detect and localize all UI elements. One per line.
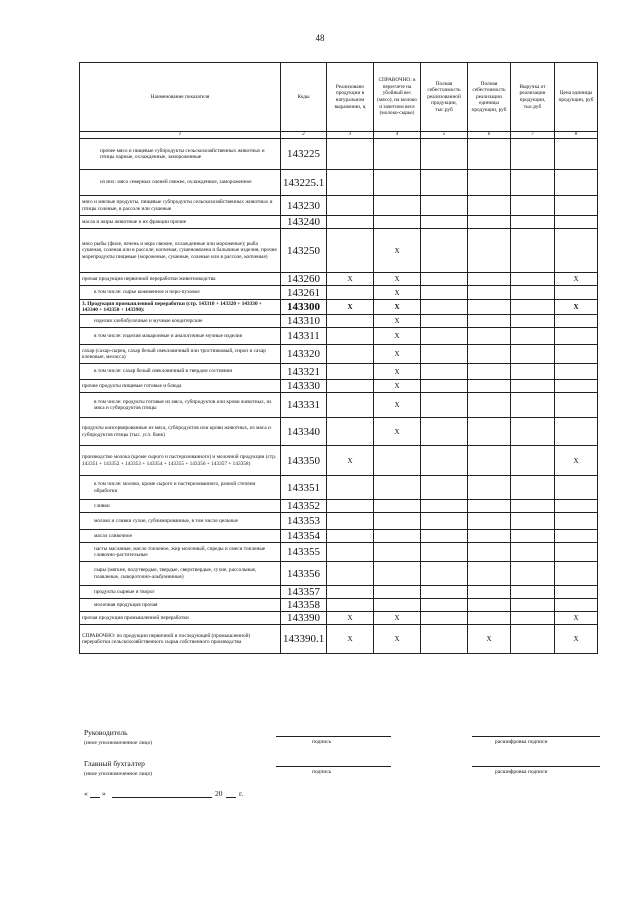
- row-cell-c6[interactable]: [468, 286, 511, 300]
- row-cell-c7[interactable]: [511, 562, 555, 586]
- row-cell-c3[interactable]: [327, 586, 374, 599]
- row-cell-c5[interactable]: [421, 216, 468, 229]
- row-cell-c7[interactable]: [511, 229, 555, 273]
- row-cell-c3[interactable]: Х: [327, 300, 374, 315]
- header-name: Наименование показателя: [80, 63, 281, 132]
- row-cell-c8[interactable]: Х: [555, 612, 598, 625]
- row-cell-c7[interactable]: [511, 315, 555, 328]
- row-cell-c3[interactable]: [327, 345, 374, 364]
- row-cell-c4[interactable]: [374, 543, 421, 562]
- row-cell-c6[interactable]: [468, 586, 511, 599]
- row-cell-c5[interactable]: [421, 328, 468, 345]
- row-code: 143330: [281, 380, 327, 393]
- table-row: [80, 196, 598, 216]
- date-year-prefix: 20: [215, 789, 223, 798]
- row-cell-c4[interactable]: Х: [374, 300, 421, 315]
- row-code: 143353: [281, 513, 327, 530]
- table-row: [80, 530, 598, 543]
- row-cell-c6[interactable]: [468, 273, 511, 286]
- row-cell-c6[interactable]: [468, 315, 511, 328]
- table-row: [80, 170, 598, 196]
- row-cell-c4[interactable]: [374, 170, 421, 196]
- row-cell-c7[interactable]: [511, 513, 555, 530]
- row-cell-c7[interactable]: [511, 170, 555, 196]
- row-cell-c7[interactable]: [511, 196, 555, 216]
- row-cell-c7[interactable]: [511, 599, 555, 612]
- row-cell-c5[interactable]: [421, 139, 468, 170]
- row-cell-c4[interactable]: [374, 513, 421, 530]
- row-name: из них: мясо северных оленей свежее, охлажденное, замороженное: [80, 170, 281, 196]
- row-name: мясо рыбы (филе, печень и икра свежие, охлажденные или мороженые); рыба сушеная, соленая или в рассоле; копченая, сушеновялена и балычные изделия, прочие морепродукты пищевые (мороженые, сушеные, соленые или в рассоле, копченые): [80, 229, 281, 273]
- row-code: 143240: [281, 216, 327, 229]
- row-cell-c4[interactable]: [374, 500, 421, 513]
- table-row: [80, 393, 598, 418]
- row-cell-c4[interactable]: Х: [374, 393, 421, 418]
- row-cell-c3[interactable]: [327, 216, 374, 229]
- row-cell-c5[interactable]: [421, 300, 468, 315]
- row-cell-c7[interactable]: [511, 446, 555, 476]
- table-row: [80, 500, 598, 513]
- row-cell-c7[interactable]: [511, 300, 555, 315]
- row-cell-c4[interactable]: [374, 196, 421, 216]
- row-cell-c7[interactable]: [511, 500, 555, 513]
- row-code: 143351: [281, 476, 327, 500]
- table-row: [80, 300, 598, 315]
- row-cell-c7[interactable]: [511, 273, 555, 286]
- row-cell-c4[interactable]: [374, 139, 421, 170]
- row-cell-c3[interactable]: [327, 229, 374, 273]
- row-name: в том числе: продукты готовые из мяса, субпродуктов или крови животных, из мяса и субпродуктов птицы: [80, 393, 281, 418]
- row-cell-c4[interactable]: Х: [374, 328, 421, 345]
- row-cell-c5[interactable]: [421, 393, 468, 418]
- row-cell-c5[interactable]: [421, 599, 468, 612]
- row-cell-c8[interactable]: Х: [555, 273, 598, 286]
- col-number: 2: [281, 132, 327, 139]
- row-cell-c8[interactable]: Х: [555, 300, 598, 315]
- table-row: [80, 599, 598, 612]
- row-cell-c8[interactable]: [555, 393, 598, 418]
- table-row: [80, 612, 598, 625]
- table-row: [80, 543, 598, 562]
- row-name: прочее мясо и пищевые субпродукты сельскохозяйственных животных и птицы парные, охлажденные, замороженные: [80, 139, 281, 170]
- row-cell-c3[interactable]: [327, 286, 374, 300]
- row-cell-c7[interactable]: [511, 345, 555, 364]
- row-cell-c6[interactable]: [468, 513, 511, 530]
- row-cell-c7[interactable]: [511, 530, 555, 543]
- row-code: 143356: [281, 562, 327, 586]
- table-row: [80, 586, 598, 599]
- row-cell-c4[interactable]: Х: [374, 380, 421, 393]
- row-code: 143310: [281, 315, 327, 328]
- row-cell-c5[interactable]: [421, 543, 468, 562]
- row-cell-c8[interactable]: [555, 364, 598, 380]
- row-code: 143358: [281, 599, 327, 612]
- row-cell-c6[interactable]: [468, 418, 511, 446]
- col-number: 6: [468, 132, 511, 139]
- row-name: 3. Продукция промышленной переработки (стр. 143310 + 143320 + 143330 + 143340 + 143350 + 143390):: [80, 300, 281, 315]
- row-cell-c5[interactable]: [421, 625, 468, 654]
- row-cell-c6[interactable]: [468, 446, 511, 476]
- row-cell-c7[interactable]: [511, 612, 555, 625]
- row-cell-c5[interactable]: [421, 500, 468, 513]
- col-number: 4: [374, 132, 421, 139]
- row-cell-c5[interactable]: [421, 315, 468, 328]
- row-cell-c8[interactable]: [555, 315, 598, 328]
- table-row: [80, 418, 598, 446]
- row-cell-c6[interactable]: [468, 196, 511, 216]
- row-name: прочая продукция промышленной переработки: [80, 612, 281, 625]
- row-cell-c5[interactable]: [421, 196, 468, 216]
- row-cell-c3[interactable]: [327, 170, 374, 196]
- row-cell-c3[interactable]: Х: [327, 612, 374, 625]
- row-name: прочие продукты пищевые готовые и блюда: [80, 380, 281, 393]
- table-row: [80, 562, 598, 586]
- row-name: молочная продукция прочая: [80, 599, 281, 612]
- row-name: молоко и сливки сухие, сублимированные, в том числе цельные: [80, 513, 281, 530]
- row-name: сыры (мягкие, полутвердые, твердые, сверхтвердые, сухие, рассольные, плавленые, сывороточно-альбуминные): [80, 562, 281, 586]
- row-cell-c6[interactable]: [468, 300, 511, 315]
- row-name: масла и жиры животные и их фракции прочие: [80, 216, 281, 229]
- row-code: 143331: [281, 393, 327, 418]
- head-subtitle: (иное уполномоченное лицо): [84, 740, 153, 746]
- row-cell-c5[interactable]: [421, 562, 468, 586]
- row-cell-c7[interactable]: [511, 139, 555, 170]
- accountant-subtitle: (иное уполномоченное лицо): [84, 771, 153, 777]
- row-code: 143390: [281, 612, 327, 625]
- row-name: сливки: [80, 500, 281, 513]
- row-code: 143340: [281, 418, 327, 446]
- row-cell-c3[interactable]: [327, 418, 374, 446]
- row-cell-c8[interactable]: [555, 599, 598, 612]
- row-cell-c4[interactable]: [374, 599, 421, 612]
- row-cell-c4[interactable]: Х: [374, 273, 421, 286]
- head-signature-label: подпись: [312, 739, 332, 745]
- row-cell-c3[interactable]: [327, 476, 374, 500]
- row-cell-c4[interactable]: Х: [374, 625, 421, 654]
- row-name: производство молока (кроме сырого и пастеризованного) и молочной продукции (стр. 143351 + 143352 + 143353 + 143354 + 143355 + 143356 + 143357 + 143358): [80, 446, 281, 476]
- header-c6: Полная себестоимость реализации единицы продукции, руб: [468, 63, 511, 132]
- col-number: 7: [511, 132, 555, 139]
- row-cell-c6[interactable]: [468, 476, 511, 500]
- date-open-quote: «: [84, 789, 88, 798]
- row-name: мясо и мясные продукты, пищевые субпродукты сельскохозяйственных животных и птицы соленые, в рассоле или сушеные: [80, 196, 281, 216]
- row-cell-c8[interactable]: [555, 380, 598, 393]
- row-cell-c4[interactable]: Х: [374, 286, 421, 300]
- table-row: [80, 216, 598, 229]
- table-row: [80, 345, 598, 364]
- row-cell-c4[interactable]: Х: [374, 612, 421, 625]
- row-cell-c8[interactable]: [555, 476, 598, 500]
- row-cell-c5[interactable]: [421, 586, 468, 599]
- row-cell-c6[interactable]: [468, 612, 511, 625]
- row-cell-c3[interactable]: [327, 364, 374, 380]
- row-cell-c4[interactable]: [374, 446, 421, 476]
- row-cell-c6[interactable]: [468, 139, 511, 170]
- header-c8: Цена единицы продукции, руб: [555, 63, 598, 132]
- row-cell-c8[interactable]: [555, 513, 598, 530]
- row-cell-c4[interactable]: Х: [374, 418, 421, 446]
- row-cell-c3[interactable]: [327, 500, 374, 513]
- row-code: 143357: [281, 586, 327, 599]
- row-cell-c6[interactable]: [468, 393, 511, 418]
- row-name: в том числе: молоко, кроме сырого и пастеризованного, разной степени обработки: [80, 476, 281, 500]
- date-day-line[interactable]: [90, 797, 100, 798]
- table-row: [80, 315, 598, 328]
- row-cell-c8[interactable]: [555, 418, 598, 446]
- header-code: Коды: [281, 63, 327, 132]
- row-cell-c3[interactable]: Х: [327, 446, 374, 476]
- row-cell-c8[interactable]: [555, 586, 598, 599]
- row-cell-c3[interactable]: [327, 543, 374, 562]
- col-number: 1: [80, 132, 281, 139]
- accountant-title: Главный бухгалтер: [84, 759, 145, 768]
- row-cell-c7[interactable]: [511, 286, 555, 300]
- row-code: 143250: [281, 229, 327, 273]
- table-row: [80, 139, 598, 170]
- head-decoding-label: расшифровка подписи: [495, 739, 548, 745]
- accountant-signature-label: подпись: [312, 769, 332, 775]
- row-cell-c7[interactable]: [511, 543, 555, 562]
- row-code: 143261: [281, 286, 327, 300]
- row-cell-c8[interactable]: [555, 139, 598, 170]
- row-cell-c5[interactable]: [421, 345, 468, 364]
- row-cell-c7[interactable]: [511, 418, 555, 446]
- row-cell-c3[interactable]: [327, 139, 374, 170]
- row-cell-c8[interactable]: [555, 562, 598, 586]
- row-name: в том числе: изделия макаронные и аналогичные мучные изделия: [80, 328, 281, 345]
- head-decoding-line: [472, 736, 600, 737]
- table-row: [80, 513, 598, 530]
- table-row: [80, 328, 598, 345]
- row-cell-c6[interactable]: [468, 543, 511, 562]
- row-code: 143390.1: [281, 625, 327, 654]
- row-name: продукты сырные и творог: [80, 586, 281, 599]
- row-cell-c6[interactable]: [468, 530, 511, 543]
- row-cell-c7[interactable]: [511, 380, 555, 393]
- row-cell-c6[interactable]: [468, 380, 511, 393]
- header-row: [80, 63, 598, 132]
- row-cell-c5[interactable]: [421, 170, 468, 196]
- table-row: [80, 446, 598, 476]
- accountant-decoding-label: расшифровка подписи: [495, 769, 548, 775]
- row-cell-c4[interactable]: [374, 530, 421, 543]
- header-c3: Реализовано продукции в натуральном выражении, ц: [327, 63, 374, 132]
- table-row: [80, 273, 598, 286]
- header-c4: СПРАВОЧНО: в пересчете на убойный вес (мясо), на молоко и зачетном весе (молоко-сырье): [374, 63, 421, 132]
- column-number-row: [80, 132, 598, 139]
- header-c5: Полная себестоимость реализованной продукции, тыс.руб: [421, 63, 468, 132]
- row-cell-c7[interactable]: [511, 328, 555, 345]
- date-month-line[interactable]: [112, 797, 212, 798]
- date-year-line[interactable]: [226, 797, 236, 798]
- row-cell-c8[interactable]: [555, 345, 598, 364]
- row-cell-c8[interactable]: [555, 170, 598, 196]
- row-code: 143225: [281, 139, 327, 170]
- col-number: 5: [421, 132, 468, 139]
- table-row: [80, 364, 598, 380]
- row-name: прочая продукция первичной переработки животноводства: [80, 273, 281, 286]
- row-code: 143352: [281, 500, 327, 513]
- row-cell-c6[interactable]: [468, 216, 511, 229]
- row-cell-c3[interactable]: Х: [327, 625, 374, 654]
- report-table: [79, 62, 598, 654]
- row-cell-c3[interactable]: [327, 530, 374, 543]
- row-name: СПРАВОЧНО: по продукции первичной и последующей (промышленной) переработки сельскохозяйственного сырья собственного производства: [80, 625, 281, 654]
- table-row: [80, 229, 598, 273]
- row-name: пасты масляные, масло топленое, жир молочный, спреды и смеси топленые сливочно-растительные: [80, 543, 281, 562]
- row-cell-c4[interactable]: Х: [374, 315, 421, 328]
- row-name: сахар (сахар-сырец, сахар белый свекловичный или тростниковый, сироп и сахар кленовые, меласса): [80, 345, 281, 364]
- row-name: продукты консервированные из мяса, субпродуктов или крови животных, из мяса и субпродуктов птицы (тыс. усл. банк): [80, 418, 281, 446]
- row-cell-c6[interactable]: Х: [468, 625, 511, 654]
- row-cell-c4[interactable]: [374, 216, 421, 229]
- page-number: 48: [315, 33, 325, 43]
- row-cell-c6[interactable]: [468, 500, 511, 513]
- row-cell-c5[interactable]: [421, 364, 468, 380]
- row-cell-c7[interactable]: [511, 393, 555, 418]
- row-cell-c4[interactable]: [374, 476, 421, 500]
- row-cell-c5[interactable]: [421, 380, 468, 393]
- row-cell-c6[interactable]: [468, 364, 511, 380]
- row-cell-c4[interactable]: Х: [374, 364, 421, 380]
- row-cell-c7[interactable]: [511, 364, 555, 380]
- row-cell-c3[interactable]: [327, 393, 374, 418]
- row-cell-c6[interactable]: [468, 599, 511, 612]
- row-cell-c8[interactable]: [555, 530, 598, 543]
- row-name: изделия хлебобулочные и мучные кондитерские: [80, 315, 281, 328]
- row-code: 143321: [281, 364, 327, 380]
- row-name: масло сливочное: [80, 530, 281, 543]
- row-cell-c5[interactable]: [421, 446, 468, 476]
- row-cell-c4[interactable]: Х: [374, 229, 421, 273]
- row-cell-c6[interactable]: [468, 170, 511, 196]
- row-cell-c3[interactable]: [327, 380, 374, 393]
- row-code: 143225.1: [281, 170, 327, 196]
- header-c7: Выручка от реализации продукции, тыс.руб: [511, 63, 555, 132]
- table-row: [80, 380, 598, 393]
- col-number: 3: [327, 132, 374, 139]
- row-cell-c8[interactable]: [555, 229, 598, 273]
- table-row: [80, 625, 598, 654]
- row-code: 143320: [281, 345, 327, 364]
- row-cell-c7[interactable]: [511, 625, 555, 654]
- row-cell-c7[interactable]: [511, 216, 555, 229]
- row-cell-c3[interactable]: [327, 513, 374, 530]
- row-cell-c7[interactable]: [511, 586, 555, 599]
- row-cell-c8[interactable]: [555, 328, 598, 345]
- row-cell-c4[interactable]: Х: [374, 345, 421, 364]
- row-cell-c5[interactable]: [421, 273, 468, 286]
- row-cell-c6[interactable]: [468, 562, 511, 586]
- row-code: 143300: [281, 300, 327, 315]
- row-cell-c7[interactable]: [511, 476, 555, 500]
- row-code: 143311: [281, 328, 327, 345]
- table-row: [80, 286, 598, 300]
- date-year-suffix: г.: [239, 789, 244, 798]
- row-code: 143354: [281, 530, 327, 543]
- row-cell-c6[interactable]: [468, 345, 511, 364]
- head-signature-line: [276, 736, 391, 737]
- head-title: Руководитель: [84, 728, 128, 737]
- row-cell-c8[interactable]: [555, 500, 598, 513]
- row-cell-c3[interactable]: [327, 599, 374, 612]
- accountant-decoding-line: [472, 766, 600, 767]
- row-cell-c5[interactable]: [421, 476, 468, 500]
- row-cell-c3[interactable]: Х: [327, 273, 374, 286]
- row-cell-c8[interactable]: Х: [555, 625, 598, 654]
- row-cell-c3[interactable]: [327, 196, 374, 216]
- row-name: в том числе: сахар белый свекловичный в твердом состоянии: [80, 364, 281, 380]
- accountant-signature-line: [276, 766, 391, 767]
- row-name: в том числе: сырье кожевенное и перо-пуховое: [80, 286, 281, 300]
- row-cell-c3[interactable]: [327, 328, 374, 345]
- date-close-quote: »: [102, 789, 106, 798]
- row-cell-c6[interactable]: [468, 328, 511, 345]
- row-cell-c5[interactable]: [421, 530, 468, 543]
- row-cell-c4[interactable]: [374, 562, 421, 586]
- row-cell-c3[interactable]: [327, 562, 374, 586]
- row-code: 143260: [281, 273, 327, 286]
- row-code: 143355: [281, 543, 327, 562]
- col-number: 8: [555, 132, 598, 139]
- row-cell-c4[interactable]: [374, 586, 421, 599]
- row-cell-c5[interactable]: [421, 513, 468, 530]
- row-cell-c5[interactable]: [421, 286, 468, 300]
- row-cell-c5[interactable]: [421, 418, 468, 446]
- row-cell-c3[interactable]: [327, 315, 374, 328]
- row-cell-c8[interactable]: [555, 543, 598, 562]
- table-row: [80, 476, 598, 500]
- row-cell-c8[interactable]: [555, 196, 598, 216]
- row-cell-c8[interactable]: [555, 216, 598, 229]
- row-cell-c5[interactable]: [421, 612, 468, 625]
- row-code: 143350: [281, 446, 327, 476]
- row-code: 143230: [281, 196, 327, 216]
- row-cell-c5[interactable]: [421, 229, 468, 273]
- row-cell-c8[interactable]: [555, 286, 598, 300]
- row-cell-c6[interactable]: [468, 229, 511, 273]
- row-cell-c8[interactable]: Х: [555, 446, 598, 476]
